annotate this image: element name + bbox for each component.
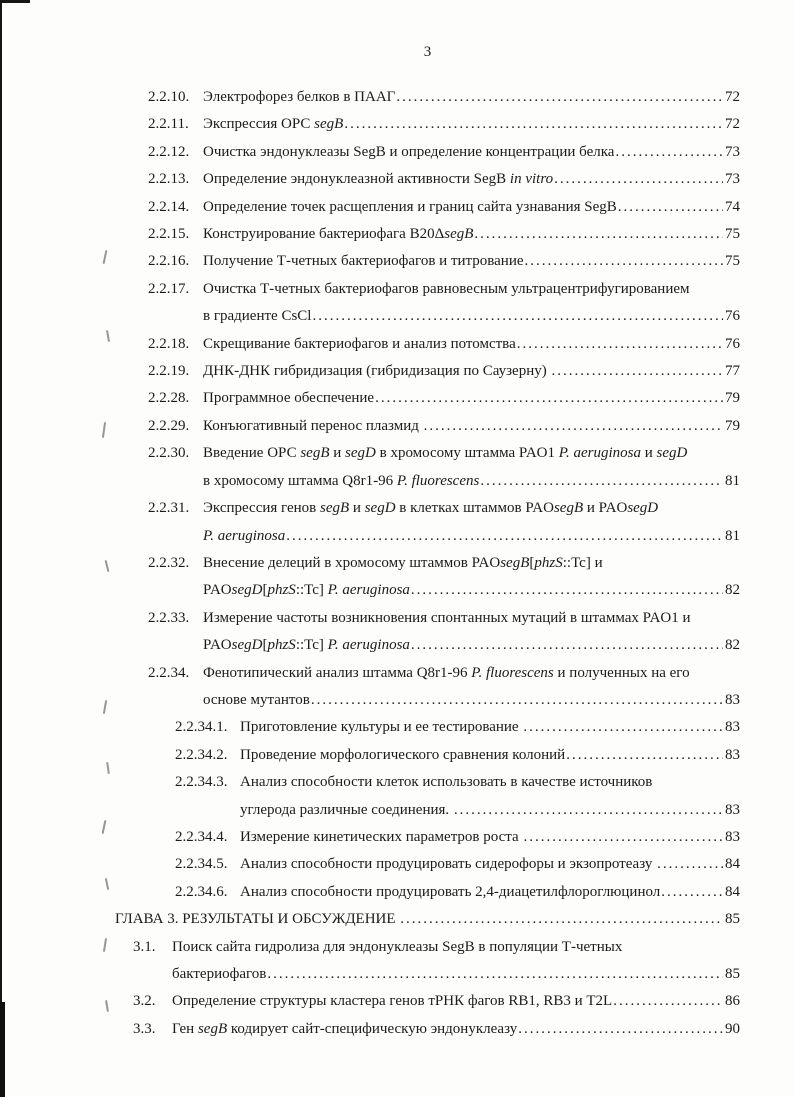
toc-entry: [148, 385, 740, 412]
toc-entry: [148, 440, 740, 495]
dot-leader: [516, 331, 723, 358]
toc-entry: [148, 495, 740, 550]
dot-leader: [656, 851, 723, 878]
dot-leader: [660, 879, 723, 906]
scan-artifact: [102, 820, 107, 834]
toc-page-number: 83: [725, 801, 740, 818]
toc-entry-body: [203, 194, 740, 221]
dot-leader: [522, 824, 723, 851]
dot-leader: [310, 687, 723, 714]
toc-entry: [148, 331, 740, 358]
toc-page-number: 76: [725, 308, 740, 325]
toc-page-number: 90: [725, 1020, 740, 1037]
toc-entry-text: Получение Т-четных бактериофагов и титрование: [203, 253, 524, 270]
toc-entry-body: [203, 413, 740, 440]
toc-entry-number: 2.2.28.: [148, 390, 190, 407]
toc-entry-body: [240, 824, 740, 851]
dot-leader: [395, 84, 723, 111]
toc-entry-number: 2.2.12.: [148, 143, 190, 160]
toc-entry-text: Конструирование бактериофага B20ΔsegB: [203, 226, 474, 243]
toc-list: [115, 84, 740, 1043]
scan-artifact: [105, 878, 109, 890]
toc-entry-number: 2.2.34.5.: [175, 856, 228, 873]
dot-leader: [423, 413, 723, 440]
toc-entry-number: 2.2.34.6.: [175, 883, 228, 900]
toc-entry-text: Анализ способности продуцировать сидерофоры и экзопротеазу: [240, 856, 657, 873]
toc-entry-text: углерода различные соединения.: [240, 801, 453, 818]
toc-entry-text: Измерение кинетических параметров роста: [240, 828, 523, 845]
toc-page-number: 75: [725, 226, 740, 243]
toc-entry-text: Анализ способности клеток использовать в качестве источников: [240, 774, 653, 791]
toc-entry-number: 2.2.13.: [148, 171, 190, 188]
toc-entry-text: Фенотипический анализ штамма Q8r1-96 P. fluorescens и полученных на его: [203, 664, 690, 681]
toc-page-number: 79: [725, 390, 740, 407]
toc-entry-text: Очистка Т-четных бактериофагов равновесным ультрацентрифугированием: [203, 280, 690, 297]
toc-entry-text: Измерение частоты возникновения спонтанных мутаций в штаммах PAO1 и: [203, 609, 691, 626]
toc-entry: [148, 221, 740, 248]
toc-entry-text: Электрофорез белков в ПААГ: [203, 89, 396, 105]
toc-entry: [175, 714, 740, 741]
toc-page-number: 84: [725, 856, 740, 873]
dot-leader: [311, 303, 723, 330]
toc-entry-body: [203, 440, 740, 495]
toc-entry-body: [203, 276, 740, 331]
toc-entry-body: [240, 851, 740, 878]
toc-entry-number: 2.2.16.: [148, 253, 190, 270]
toc-entry-body: [203, 221, 740, 248]
dot-leader: [285, 523, 723, 550]
toc-entry-text: ГЛАВА 3. РЕЗУЛЬТАТЫ И ОБСУЖДЕНИЕ: [115, 911, 400, 928]
toc-page-number: 82: [725, 582, 740, 599]
dot-leader: [614, 139, 723, 166]
dot-leader: [553, 166, 723, 193]
toc-entry: [148, 550, 740, 605]
dot-leader: [565, 742, 723, 769]
toc-entry-text: Экспрессия генов segB и segD в клетках штаммов PAOsegB и PAOsegD: [203, 500, 659, 517]
toc-page-number: 82: [725, 637, 740, 654]
toc-page-number: 76: [725, 335, 740, 352]
toc-page-number: 83: [725, 746, 740, 763]
toc-entry-number: 2.2.17.: [148, 280, 190, 297]
toc-entry-number: 2.2.33.: [148, 609, 190, 626]
dot-leader: [399, 906, 723, 933]
toc-entry-number: 2.2.32.: [148, 554, 190, 571]
toc-entry-number: 2.2.34.3.: [175, 774, 228, 791]
toc-page-number: 72: [725, 116, 740, 133]
toc-entry-text: основе мутантов: [203, 691, 310, 708]
toc-entry: [148, 84, 740, 111]
toc-entry-number: 2.2.29.: [148, 417, 190, 434]
dot-leader: [522, 714, 723, 741]
toc-entry-body: [240, 769, 740, 824]
toc-entry-text: P. aeruginosa: [203, 527, 286, 544]
toc-entry-number: 2.2.34.2.: [175, 746, 228, 763]
toc-entry-number: 2.2.18.: [148, 335, 190, 352]
toc-page-number: 79: [725, 417, 740, 434]
toc-entry-text: бактериофагов: [172, 966, 267, 982]
scan-artifact: [0, 0, 2, 1097]
toc-entry-number: 3.1.: [133, 938, 156, 955]
toc-entry-body: [172, 1016, 740, 1043]
toc-entry-text: Экспрессия ОРС segB: [203, 116, 344, 133]
toc-entry-number: 3.2.: [133, 993, 156, 1010]
toc-entry-text: PAOsegD[phzS::Tc] P. aeruginosa: [203, 582, 410, 599]
toc-page-number: 73: [725, 143, 740, 160]
dot-leader: [343, 111, 723, 138]
toc-entry-body: [240, 714, 740, 741]
toc-entry-text: ДНК-ДНК гибридизация (гибридизация по Саузерну): [203, 363, 551, 380]
toc-entry-text: в градиенте CsCl: [203, 308, 312, 325]
toc-entry-body: [203, 660, 740, 715]
toc-page-number: 81: [725, 472, 740, 489]
dot-leader: [550, 358, 723, 385]
toc-entry: [133, 934, 740, 989]
toc-entry-body: [203, 84, 740, 111]
toc-entry-body: [203, 111, 740, 138]
toc-entry-text: Определение точек расщепления и границ сайта узнавания SegB: [203, 198, 617, 215]
toc-entry-text: Ген segB кодирует сайт-специфическую эндонуклеазу: [172, 1020, 518, 1037]
toc-entry-text: PAOsegD[phzS::Tc] P. aeruginosa: [203, 637, 410, 654]
toc-entry: [148, 111, 740, 138]
toc-entry-body: [203, 550, 740, 605]
toc-entry-body: [240, 742, 740, 769]
toc-entry-text: Внесение делеций в хромосому штаммов PAOsegB[phzS::Tc] и: [203, 554, 603, 571]
toc-entry-text: Проведение морфологического сравнения колоний: [240, 746, 566, 763]
toc-entry-body: [172, 988, 740, 1015]
toc-entry-body: [172, 934, 740, 989]
scan-artifact: [105, 1000, 109, 1012]
toc-entry-body: [203, 385, 740, 412]
toc-entry-number: 2.2.19.: [148, 363, 190, 380]
toc-entry-body: [203, 331, 740, 358]
toc-page-number: 73: [725, 171, 740, 188]
toc-entry: [148, 194, 740, 221]
toc-entry-body: [240, 879, 740, 906]
dot-leader: [524, 248, 723, 275]
toc-entry-body: [115, 906, 740, 933]
toc-entry: [175, 824, 740, 851]
toc-entry-number: 2.2.34.: [148, 664, 190, 681]
toc-entry: [133, 988, 740, 1015]
toc-entry-number: 2.2.31.: [148, 500, 190, 517]
toc-entry: [148, 660, 740, 715]
toc-page-number: 83: [725, 719, 740, 736]
toc-entry-number: 2.2.34.1.: [175, 719, 228, 736]
toc-page-number: 83: [725, 691, 740, 708]
dot-leader: [517, 1016, 723, 1043]
toc-page-number: 81: [725, 527, 740, 544]
toc-entry-body: [203, 495, 740, 550]
page-number-header: 3: [423, 44, 432, 60]
toc-page-number: 77: [725, 363, 740, 380]
toc-entry-body: [203, 139, 740, 166]
toc-entry-text: Анализ способности продуцировать 2,4-диацетилфлороглюцинол: [240, 883, 661, 900]
toc-entry: [115, 906, 740, 933]
dot-leader: [453, 797, 723, 824]
scan-artifact: [103, 250, 108, 264]
scan-artifact: [102, 422, 106, 438]
toc-page-number: 75: [725, 253, 740, 270]
dot-leader: [479, 468, 723, 495]
toc-entry: [175, 879, 740, 906]
scan-artifact: [103, 938, 107, 952]
scan-artifact: [103, 700, 107, 714]
toc-entry: [148, 139, 740, 166]
toc-entry: [148, 276, 740, 331]
toc-entry-text: Поиск сайта гидролиза для эндонуклеазы SegB в популяции Т-четных: [172, 938, 623, 955]
toc-entry-body: [203, 605, 740, 660]
toc-page-number: 83: [725, 828, 740, 845]
toc-entry-text: Программное обеспечение: [203, 390, 375, 407]
toc-entry-number: 3.3.: [133, 1020, 156, 1037]
toc-page-number: 74: [725, 198, 740, 215]
scan-artifact: [0, 1002, 5, 1097]
scan-artifact: [106, 762, 110, 774]
toc-entry-text: Скрещивание бактериофагов и анализ потомства: [203, 335, 516, 352]
toc-entry: [133, 1016, 740, 1043]
toc-entry: [148, 413, 740, 440]
dot-leader: [612, 988, 723, 1015]
toc-page-number: 85: [725, 966, 740, 982]
toc-entry-text: Введение ОРС segB и segD в хромосому штамма PAO1 P. aeruginosa и segD: [203, 445, 688, 462]
toc-page-number: 72: [725, 89, 740, 105]
dot-leader: [473, 221, 723, 248]
toc-entry-text: Очистка эндонуклеазы SegB и определение концентрации белка: [203, 143, 615, 160]
toc-page-number: 84: [725, 883, 740, 900]
toc-entry-number: 2.2.10.: [148, 89, 190, 105]
toc-entry-number: 2.2.11.: [148, 116, 189, 133]
toc-entry: [175, 742, 740, 769]
dot-leader: [617, 194, 723, 221]
toc-entry: [175, 769, 740, 824]
dot-leader: [374, 385, 723, 412]
toc-entry-body: [203, 166, 740, 193]
toc-entry-text: Определение эндонуклеазной активности SegB in vitro: [203, 171, 554, 188]
toc-entry-body: [203, 358, 740, 385]
toc-entry-text: Определение структуры кластера генов тРНК фагов RB1, RB3 и T2L: [172, 993, 613, 1010]
scan-artifact: [105, 560, 110, 572]
toc-entry-text: Приготовление культуры и ее тестирование: [240, 719, 523, 736]
toc-entry: [148, 358, 740, 385]
toc-entry-body: [203, 248, 740, 275]
toc-page-number: 86: [725, 993, 740, 1010]
toc-entry: [148, 166, 740, 193]
toc-entry: [175, 851, 740, 878]
dot-leader: [266, 961, 723, 988]
toc-entry-number: 2.2.14.: [148, 198, 190, 215]
toc-page-number: 85: [725, 911, 740, 928]
scan-artifact: [106, 330, 110, 342]
toc-entry: [148, 605, 740, 660]
toc-entry-number: 2.2.30.: [148, 445, 190, 462]
toc-entry: [148, 248, 740, 275]
toc-entry-number: 2.2.15.: [148, 226, 190, 243]
toc-entry-number: 2.2.34.4.: [175, 828, 228, 845]
toc-entry-text: Конъюгативный перенос плазмид: [203, 417, 423, 434]
dot-leader: [410, 577, 723, 604]
dot-leader: [410, 632, 723, 659]
scan-artifact: [0, 0, 30, 3]
toc-entry-text: в хромосому штамма Q8r1-96 P. fluorescens: [203, 472, 480, 489]
